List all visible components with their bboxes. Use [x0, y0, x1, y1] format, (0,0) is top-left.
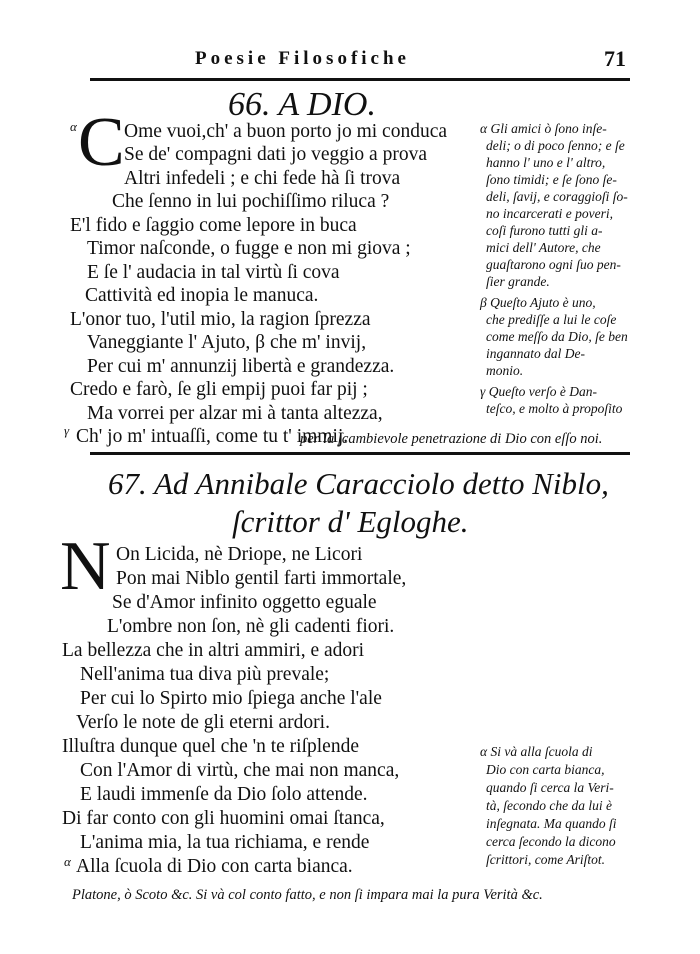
- poem-67-line: L'ombre non ſon, nè gli cadenti fiori.: [107, 616, 395, 637]
- side-note-line: come meſſo da Dio, ſe ben: [486, 329, 628, 344]
- poem-66-line: Timor naſconde, o fugge e non mi giova ;: [87, 238, 411, 259]
- poem-66-line: Credo e farò, ſe gli empij puoi far pij ;: [70, 379, 368, 400]
- poem-66-title: 66. A DIO.: [228, 86, 376, 123]
- poem-67-title: 67. Ad Annibale Caracciolo detto Niblo,: [108, 466, 609, 501]
- poem-67-line: Illuſtra dunque quel che 'n te riſplende: [62, 736, 359, 757]
- poem-66-line: L'onor tuo, l'util mio, la ragion ſprezza: [70, 309, 371, 330]
- poem-66-line: E ſe l' audacia in tal virtù ſi cova: [87, 262, 340, 283]
- poem-66-dropcap: C: [78, 104, 125, 181]
- side-note-line: α Si và alla ſcuola di: [480, 744, 593, 759]
- section-rule: [90, 452, 630, 455]
- poem-66-line: Ma vorrei per alzar mi à tanta altezza,: [87, 403, 383, 424]
- side-note-line: teſco, e molto à propoſito: [486, 401, 623, 416]
- side-note-line: monio.: [486, 363, 524, 378]
- poem-67-line: Pon mai Niblo gentil farti immortale,: [116, 568, 407, 589]
- note-mark-alpha: α: [70, 119, 77, 134]
- side-note-line: tà, ſecondo che da lui è: [486, 798, 612, 813]
- side-note-line: Dio con carta bianca,: [486, 762, 605, 777]
- poem-66-line: Vaneggiante l' Ajuto, β che m' invij,: [87, 332, 367, 353]
- poem-67-line: Nell'anima tua diva più prevale;: [80, 664, 330, 685]
- side-note-line: hanno l' uno e l' altro,: [486, 155, 606, 170]
- poem-66-line: Ch' jo m' intuaſſi, come tu t' immij.: [76, 426, 349, 447]
- side-note-line: deli; o di poco ſenno; e ſe: [486, 138, 625, 153]
- poem-67-line: Alla ſcuola di Dio con carta bianca.: [76, 856, 353, 877]
- poem-67-line: La bellezza che in altri ammiri, e adori: [62, 640, 365, 661]
- poem-66-line: Per cui m' annunzij libertà e grandezza.: [87, 356, 395, 377]
- side-note-line: cerca ſecondo la dicono: [486, 834, 616, 849]
- poem-67-line: Se d'Amor infinito oggetto eguale: [112, 592, 377, 613]
- side-note-line: ſcrittori, come Ariſtot.: [486, 852, 605, 867]
- side-note-line: inſegnata. Ma quando ſi: [486, 816, 617, 831]
- side-note-line: mici dell' Autore, che: [486, 240, 601, 255]
- page-number: 71: [604, 46, 626, 71]
- poem-67-dropcap: N: [60, 528, 111, 605]
- side-note-line: che prediſſe a lui le coſe: [486, 312, 617, 327]
- poem-67-line: Verſo le note de gli eterni ardori.: [76, 712, 330, 733]
- poem-67-subtitle: ſcrittor d' Egloghe.: [232, 504, 469, 539]
- poem-67-line: Con l'Amor di virtù, che mai non manca,: [80, 760, 400, 781]
- side-note-line: guaſtarono ogni ſuo pen-: [486, 257, 621, 272]
- side-note-line: β Queſto Ajuto è uno,: [480, 295, 596, 310]
- note-mark-gamma: γ: [64, 423, 70, 438]
- poem-66-line: Che ſenno in lui pochiſſimo riluca ?: [112, 191, 390, 212]
- side-note-line: γ Queſto verſo è Dan-: [480, 384, 598, 399]
- side-note-line: ingannato dal De-: [486, 346, 585, 361]
- poem-66-line: E'l fido e ſaggio come lepore in buca: [70, 215, 357, 236]
- side-note-line: deli, ſavij, e coraggioſi ſo-: [486, 189, 628, 204]
- poem-67-line: Per cui lo Spirto mio ſpiega anche l'ale: [80, 688, 382, 709]
- note-mark-alpha: α: [64, 854, 71, 869]
- side-note-line: coſi furono tutti gli a-: [486, 223, 603, 238]
- side-note-line: ſier grande.: [486, 274, 550, 289]
- poem-66-line: Se de' compagni dati jo veggio a prova: [124, 144, 427, 165]
- side-note-line: ſono timidi; e ſe ſono ſe-: [486, 172, 617, 187]
- header-rule: [90, 78, 630, 81]
- poem-67-line: E laudi immenſe da Dio ſolo attende.: [80, 784, 368, 805]
- poem-66-line: Cattività ed inopia le manuca.: [85, 285, 319, 306]
- poem-67-line: On Licida, nè Driope, ne Licori: [116, 544, 363, 565]
- poem-66-line: Ome vuoi,ch' a buon porto jo mi conduca: [124, 121, 448, 142]
- poem-66-footnote: per la ſcambievole penetrazione di Dio con eſſo noi.: [300, 431, 603, 447]
- poem-67-line: L'anima mia, la tua richiama, e rende: [80, 832, 370, 853]
- poem-67-line: Di far conto con gli huomini omai ſtanca,: [62, 808, 385, 829]
- side-note-line: no incarcerati e poveri,: [486, 206, 613, 221]
- poem-67-footnote: Platone, ò Scoto &c. Si và col conto fatto, e non ſi impara mai la pura Verità &c.: [72, 887, 543, 903]
- side-note-line: α Gli amici ò ſono inſe-: [480, 121, 607, 136]
- poem-66-line: Altri infedeli ; e chi fede hà ſi trova: [124, 168, 401, 189]
- running-head: Poesie Filosofiche: [195, 48, 410, 69]
- side-note-line: quando ſi cerca la Veri-: [486, 780, 614, 795]
